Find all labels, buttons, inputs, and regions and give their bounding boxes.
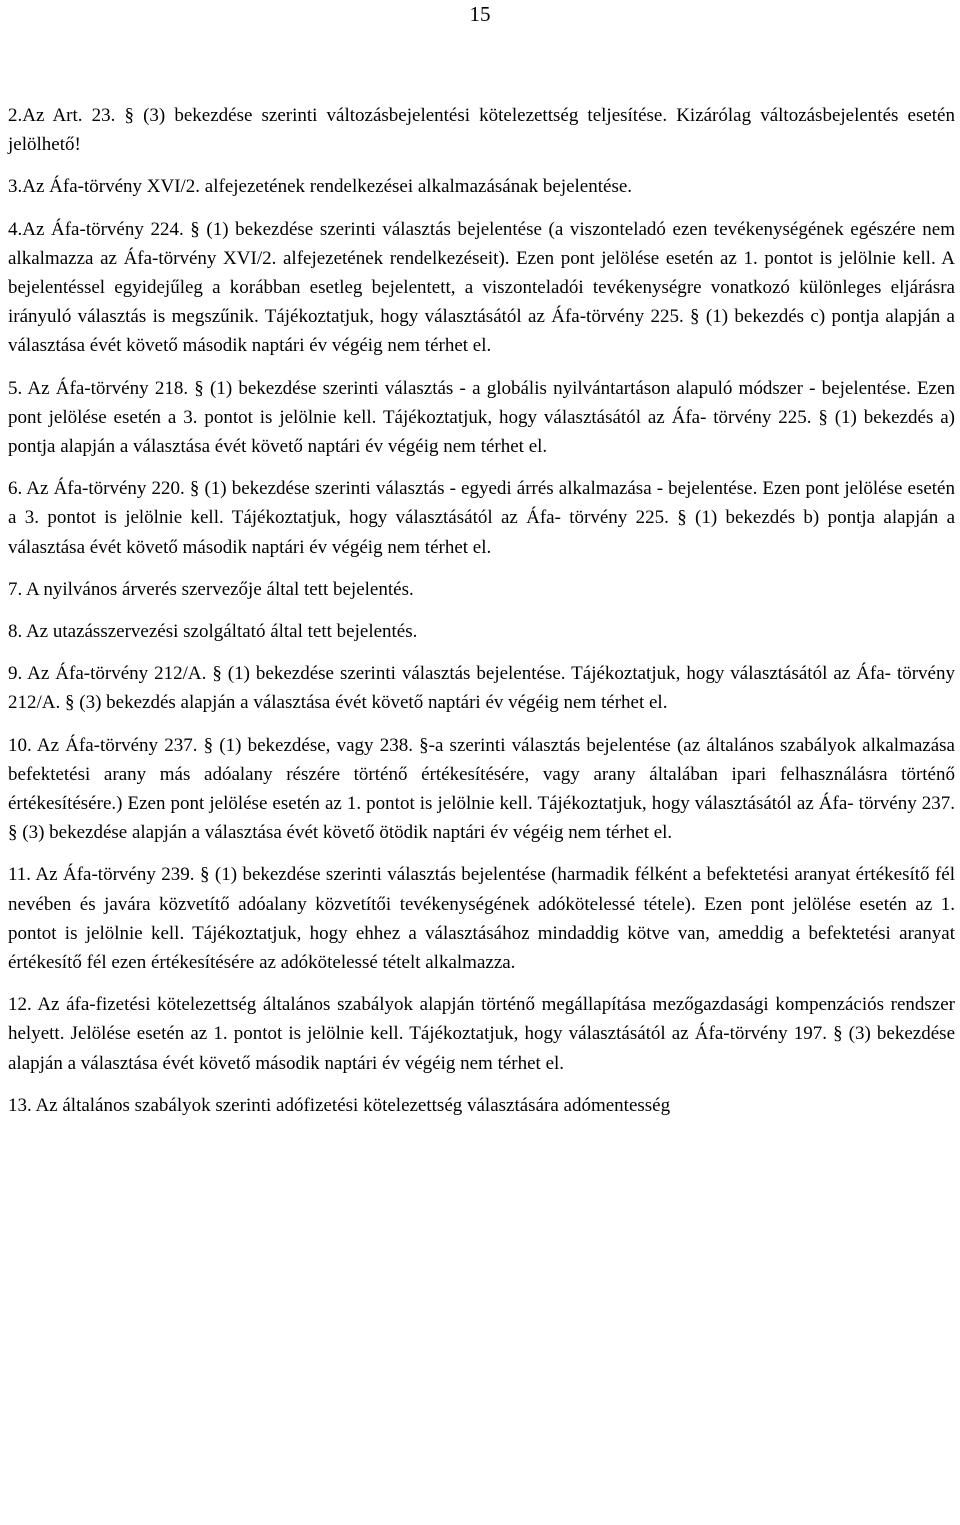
paragraph-item-7: 7. A nyilvános árverés szervezője által tett bejelentés. [8, 578, 414, 600]
paragraph-item-12: 12. Az áfa-fizetési kötelezettség általános szabályok alapján történő megállapítása mezőgazdasági kompenzációs rendszer helyett. Jelölése esetén az 1. pontot is jelölnie kell. Tájékoztatjuk, hogy választásától az Áfa-törvény 197. § (3) bekezdése alapján a választása évét követő második naptári év végéig nem térhet el. [8, 994, 955, 1074]
paragraph-item-3: 3.Az Áfa-törvény XVI/2. alfejezetének rendelkezései alkalmazásának bejelentése. [8, 176, 633, 198]
paragraph-item-5: 5. Az Áfa-törvény 218. § (1) bekezdése szerinti választás - a globális nyilvántartáson alapuló módszer - bejelentése. Ezen pont jelölése esetén a 3. pontot is jelölnie kell. Tájékoztatjuk, hogy választásától az Áfa- törvény 225. § (1) bekezdés a) pontja alapján a választása évét követő naptári év végéig nem térhet el. [8, 377, 955, 458]
paragraph-item-6: 6. Az Áfa-törvény 220. § (1) bekezdése szerinti választás - egyedi árrés alkalmazása - bejelentése. Ezen pont jelölése esetén a 3. pontot is jelölnie kell. Tájékoztatjuk, hogy választásától az Áfa- törvény 225. § (1) bekezdés b) pontja alapján a választása évét követő második naptári év végéig nem térhet el. [8, 478, 955, 558]
paragraph-item-9: 9. Az Áfa-törvény 212/A. § (1) bekezdése szerinti választás bejelentése. Tájékoztatjuk, hogy választásától az Áfa- törvény 212/A. § (3) bekezdés alapján a választása évét követő naptári év végéig nem térhet el. [8, 663, 955, 714]
paragraph-item-13: 13. Az általános szabályok szerinti adófizetési kötelezettség választására adómentesség [8, 1094, 671, 1116]
page-number: 15 [469, 2, 491, 26]
paragraph-item-11: 11. Az Áfa-törvény 239. § (1) bekezdése szerinti választás bejelentése (harmadik félként a befektetési aranyat értékesítő fél nevében és javára közvetítő adóalany közvetítői tevékenységének adókötelessé tétele). Ezen pont jelölése esetén az 1. pontot is jelölnie kell. Tájékoztatjuk, hogy ehhez a választásához mindaddig kötve van, ameddig a befektetési aranyat értékesítő fél ezen értékesítésére az adókötelessé tételt alkalmazza. [8, 864, 955, 974]
paragraph-item-4: 4.Az Áfa-törvény 224. § (1) bekezdése szerinti választás bejelentése (a viszonteladó ezen tevékenységének egészére nem alkalmazza az Áfa-törvény XVI/2. alfejezetének rendelkezéseit). Ezen pont jelölése esetén az 1. pontot is jelölnie kell. A bejelentéssel egyidejűleg a korábban esetleg bejelentett, a viszonteladói tevékenységre vonatkozó különleges eljárásra irányuló választás is megszűnik. Tájékoztatjuk, hogy választásától az Áfa-törvény 225. § (1) bekezdés c) pontja alapján a választása évét követő második naptári év végéig nem térhet el. [8, 218, 955, 357]
paragraph-item-10: 10. Az Áfa-törvény 237. § (1) bekezdése, vagy 238. §-a szerinti választás bejelentése (az általános szabályok alkalmazása befektetési arany más adóalany részére történő értékesítésére, vagy arany általában ipari felhasználásra történő értékesítésére.) Ezen pont jelölése esetén az 1. pontot is jelölnie kell. Tájékoztatjuk, hogy választásától az Áfa- törvény 237. § (3) bekezdése alapján a választása évét követő ötödik naptári év végéig nem térhet el. [8, 734, 955, 844]
paragraph-item-2: 2.Az Art. 23. § (3) bekezdése szerinti változásbejelentési kötelezettség teljesítése. Kizárólag változásbejelentés esetén jelölhető! [8, 105, 955, 156]
paragraph-item-8: 8. Az utazásszervezési szolgáltató által tett bejelentés. [8, 621, 418, 643]
document-body [8, 101, 955, 1133]
